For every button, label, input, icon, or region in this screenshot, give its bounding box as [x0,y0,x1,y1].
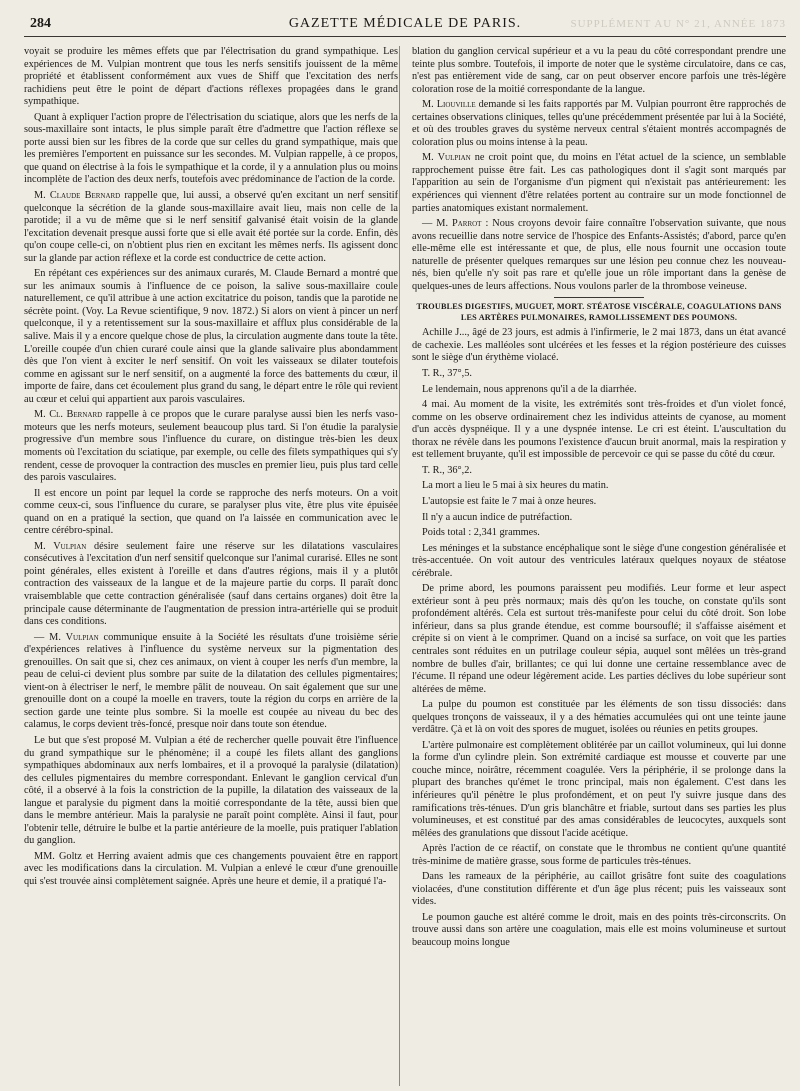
paragraph: L'autopsie est faite le 7 mai à onze heures. [422,495,597,507]
paragraph [412,218,786,293]
speaker-name: M. Vulpian [422,152,471,164]
paragraph: La pulpe du poumon est constituée par les éléments de son tissu dissociés: dans quelques tronçons de vaisseaux, il y a des hématies accumulées qui ont une teinte jaune verdâtre. Çà et là on voit des spores de muguet, isolées ou réunies en petits groupes. [412,699,786,736]
speaker-name: M. Vulpian [34,540,87,552]
paragraph: Les méninges et la substance encéphalique sont le siège d'une congestion généralisée et très-accentuée. On voit autour des ventricules latéraux quelques noyaux de stéatose cérébrale. [412,542,786,579]
vitals-line: T. R., 37°,5. [422,368,472,380]
bleed-through-header: SUPPLÉMENT AU N° 21, ANNÉE 1873 [570,18,786,30]
page-header [24,14,786,37]
paragraph-text: désire seulement faire une réserve sur les dilatations vasculaires consécutives à l'excitation d'un nerf sensitif quelconque sur l'animal curarisé. Elles ne sont point générales, elles existent à l'oreille et dans d'autres régions, mais il y a plutôt contraction des vaisseaux de la langue et de la majeure partie du corps. Il paraît donc vraisemblable que cette contraction généralisée (sauf dans certains organes) doit être la principale cause déterminante de l'augmentation de pression intra-artérielle qui se produit dans ces conditions. [24,540,398,628]
paragraph [24,409,398,484]
paragraph-text: communique ensuite à la Société les résultats d'une troisième série d'expériences relatives à l'influence du système nerveux sur la pigmentation des grenouilles. On sait que si, chez ces animaux, on vient à couper les nerfs d'un membre, la peau de celui-ci devient plus sombre par suite de la dilatation des cellules pigmentaires; vient-on à électriser le nerf, le membre pâlit de nouveau. On sait également que sur une grenouille dont on a coupé la moelle en travers, toute la région du corps en arrière de la section garde une teinte plus sombre. Si la moelle est coupée au niveau du bec des calamus, le corps devient très-foncé, presque noir dans toute son étendue. [24,631,398,731]
paragraph-text: demande si les faits rapportés par M. Vulpian pourront être rapprochés de certaines observations cliniques, telles qu'une précédemment présentée par lui à la Société, et où des troubles graves du système nerveux central s'étaient montrés accompagnés de coloration plus ou moins intense à la peau. [412,99,786,148]
page-number: 284 [30,16,51,31]
paragraph: De prime abord, les poumons paraissent peu modifiés. Leur forme et leur aspect extérieur sont à peu près normaux; mais dès qu'on les touche, on constate qu'ils sont profondément altérés. Cela est surtout très-manifeste pour celui du côté droit. Son lobe inférieur, dans sa plus grande étendue, est comme boursouflé; il s'affaisse aisément et crépite si on vient à le comprimer. Quand on a incisé sa surface, on voit que les parties centrales sont réduites en un putrilage couleur sépia, auquel sont mêlées un très-grand nombre de bulles d'air, brillantes; ce qui lui donne une certaine ressemblance avec de l'écume. Il répand une odeur légèrement acide. Les parties déclives du lobe supérieur sont altérées de même. [412,583,786,695]
paragraph: Dans les rameaux de la périphérie, au caillot grisâtre font suite des coagulations violacées, d'une constitution différente et d'un âge plus récent; puis les vaisseaux sont vides. [412,871,786,908]
paragraph-text: rappelle à ce propos que le curare paralyse aussi bien les nerfs vaso-moteurs que les nerfs moteurs, seulement beaucoup plus tard. Si l'on étudie la paralysie progressive d'un membre sous l'influence du curare, on distingue très-bien les deux moments où l'excitation du sciatique, par exemple, ou celle des filets sympathiques qui s'y rendent, cesse de provoquer la contraction des muscles en premier lieu, puis plus tard celle des parois vasculaires. [24,409,398,484]
column-divider [399,46,400,1086]
speaker-name: — M. Vulpian [34,631,99,643]
paragraph [24,541,398,629]
paragraph [24,632,398,732]
paragraph: Le poumon gauche est altéré comme le droit, mais en des points très-circonscrits. On trouve aussi dans son artère une coagulation, mais elle est moins volumineuse et surtout beaucoup moins longue [412,911,786,948]
paragraph-text: : Nous croyons devoir faire connaître l'observation suivante, que nous avons recueillie dans notre service de l'hospice des Enfants-Assistés; d'abord, parce qu'en elle-même elle est intéressante et que, de plus, elle nous fournit une occasion toute naturelle de présenter quelques remarques sur une lésion peu connue chez les nouveau-nés, bien qu'elle n'y soit pas rare et qu'elle joue un rôle important dans la genèse de quelques-unes de leurs affections. Nous voulons parler de la thrombose veineuse. [412,218,786,292]
paragraph: Poids total : 2,341 grammes. [422,527,540,539]
vitals-line: T. R., 36°,2. [422,464,472,476]
paragraph: L'artère pulmonaire est complètement oblitérée par un caillot volumineux, qui lui donne la forme d'un cylindre plein. Son extrémité cardiaque est mousse et couverte par une couche mince, noirâtre, récemment coagulée. Vers la périphérie, il se prolonge dans la plupart des branches qu'émet le tronc principal, mais non également. C'est dans les inférieures qu'il pénètre le plus profondément, et on peut l'y suivre jusque dans des ramifications très-ténues. D'un gris blanchâtre et friable, surtout dans ses parties les plus volumineuses, et est constitué par des amas considérables de leucocytes, auxquels sont mêlées des granulations que dissout l'acide acétique. [412,739,786,839]
paragraph: blation du ganglion cervical supérieur et a vu la peau du côté correspondant prendre une teinte plus sombre. Toutefois, il importe de noter que le système circulatoire, dans ce cas, n'est pas entièrement vide de sang, car on peut observer encore parfois une très-légère coloration rose de la moitié correspondante de la langue. [412,46,786,95]
speaker-name: M. Claude Bernard [34,190,121,202]
paragraph: Après l'action de ce réactif, on constate que le thrombus ne contient qu'une quantité très-minime de matière grasse, sous forme de particules très-ténues. [412,843,786,867]
paragraph: Achille J..., âgé de 23 jours, est admis à l'infirmerie, le 2 mai 1873, dans un état avancé de cachexie. Les malléoles sont ulcérées et les fesses et la région postérieure des cuisses sont le siège d'un érythème violacé. [412,327,786,364]
paragraph: Le but que s'est proposé M. Vulpian a été de rechercher quelle pouvait être l'influence du grand sympathique sur le phénomène; il a coupé les filets allant des ganglions sympathiques abdominaux aux nerfs lombaires, et il a provoqué la paralysie (dilatation) des cellules pigmentaires du membre correspondant. Enlevant le ganglion cervical d'un côté, il a observé à la fois la constriction de la pupille, la dilatation des vaisseaux de la langue et paralysie du pigment dans la moitié correspondante de la tête, aussi bien que dans le membre antérieur. Mais la paralysie ne paraît point complète. Ainsi il faut, pour l'obtenir telle, détruire le bulbe et la partie antérieure de la moelle, puis pratiquer l'ablation du ganglion. [24,734,398,847]
paragraph [412,99,786,149]
paragraph [412,152,786,215]
paragraph: En répétant ces expériences sur des animaux curarés, M. Claude Bernard a montré que sur les animaux soumis à l'influence de ce poison, la salive sous-maxillaire coule naturellement, ce qu'il attribue à une action excitatrice du poison, tandis que la parotide ne sécrète point. (Voy. La Revue scientifique, 9 nov. 1872.) Si alors on vient à pincer un nerf quelconque, il y a retentissement sur la sous-maxillaire et afflux plus considérable de la salive. Mais il y a encore quelque chose de plus, la circulation augmente dans toute la tête. L'oreille coupée d'un chien curaré coule ainsi que la glande salivaire plus abondamment dès que l'on vient à exciter le nerf sensitif. On voit les vaisseaux se dilater toutefois comme en agissant sur le nerf sensitif, on a augmenté la force des battements du cœur, il importe de faire, dans cet écoulement plus grand du sang, le départ entre le rôle qui revient au cœur et celui qui appartient aux parois vasculaires. [24,268,398,405]
paragraph [24,190,398,265]
paragraph: Le lendemain, nous apprenons qu'il a de la diarrhée. [422,383,637,395]
paragraph-text: rappelle que, lui aussi, a observé qu'en excitant un nerf sensitif quelconque la sécrétion de la glande sous-maxillaire avait lieu, mais non celle de la parotide; il a vu de même que si le nerf sensitif galvanisé était voisin de la glande l'excitation devenait presque aussi forte que si elle avait été portée sur la corde. Enfin, dès qu'on coupe celle-ci, on n'obtient plus rien en excitant les mêmes nerfs. Ils agissent donc sur la glande par action réflexe et la corde est conductrice de cette action. [24,190,398,264]
speaker-name: M. Cl. Bernard [34,409,103,421]
section-rule [554,297,644,298]
journal-title: GAZETTE MÉDICALE DE PARIS. [288,16,522,31]
paragraph: 4 mai. Au moment de la visite, les extrémités sont très-froides et d'un violet foncé, comme on les observe ordinairement chez les individus atteints de cyanose, au moment d'un accès dyspnéique. Il y a une dyspnée intense. Le cri est éteint. L'auscultation du thorax ne révèle dans les poumons l'existence d'aucun bruit anormal, mais la respiration y est tellement bruyante, qu'il est impossible de percevoir ce qui se passe du côté du cœur. [412,399,786,461]
speaker-name: — M. Parrot [422,218,482,230]
case-section-heading: TROUBLES DIGESTIFS, MUGUET, MORT. STÉATOSE VISCÉRALE, COAGULATIONS DANS LES ARTÈRES PULMONAIRES, RAMOLLISSEMENT DES POUMONS. [416,302,782,322]
paragraph-text: ne croit point que, du moins en l'état actuel de la science, un semblable rapprochement puisse être fait. Les cas pathologiques dont il s'agit sont marqués par l'apparition au sein de l'organisme d'un pigment qui n'existait pas antérieurement: les expériences qui viennent d'être relatées portent au contraire sur un mode fonctionnel de parties anatomiques existant normalement. [412,152,786,214]
paragraph: La mort a lieu le 5 mai à six heures du matin. [422,480,609,492]
paragraph: Quant à expliquer l'action propre de l'électrisation du sciatique, alors que les nerfs de la sous-maxillaire sont intacts, le plus simple paraît être d'admettre que l'action réflexe se porte aussi bien sur les fibres de la corde que sur celles du grand sympathique, mais que les premières l'emportent en puissance sur les secondes. M. Vulpian rappelle, à ce propos, que quand on électrise à la fois le sympathique et la corde, il y a annulation plus ou moins incomplète de l'action des deux nerfs, toutefois avec prédominance de l'action de la corde. [24,111,398,186]
left-column [24,46,398,1086]
speaker-name: M. Liouville [422,99,476,111]
right-column [412,46,786,1086]
paragraph: Il n'y a aucun indice de putréfaction. [422,511,573,523]
paragraph: MM. Goltz et Herring avaient admis que ces changements pouvaient être en rapport avec les modifications dans la circulation. M. Vulpian a enlevé le cœur d'une grenouille qui s'est trouvée ainsi complètement saignée. Après une heure et demie, il a pratiqué l'a- [24,850,398,887]
paragraph: Il est encore un point par lequel la corde se rapproche des nerfs moteurs. On a voit comme ceux-ci, sous l'influence du curare, se paralyser plus vite, être plus vite épuisée quand on en a pratiqué la section, que quand on l'a laissée en communication avec le centre cérébro-spinal. [24,487,398,537]
paragraph: voyait se produire les mêmes effets que par l'électrisation du grand sympathique. Les expériences de M. Vulpian montrent que tous les nerfs sensitifs jouissent de la même propriété et établissent conformément aux vues de Shiff que l'excitation des nerfs rachidiens peut être le point de départ d'actions réflexes propagées dans le grand sympathique. [24,46,398,108]
